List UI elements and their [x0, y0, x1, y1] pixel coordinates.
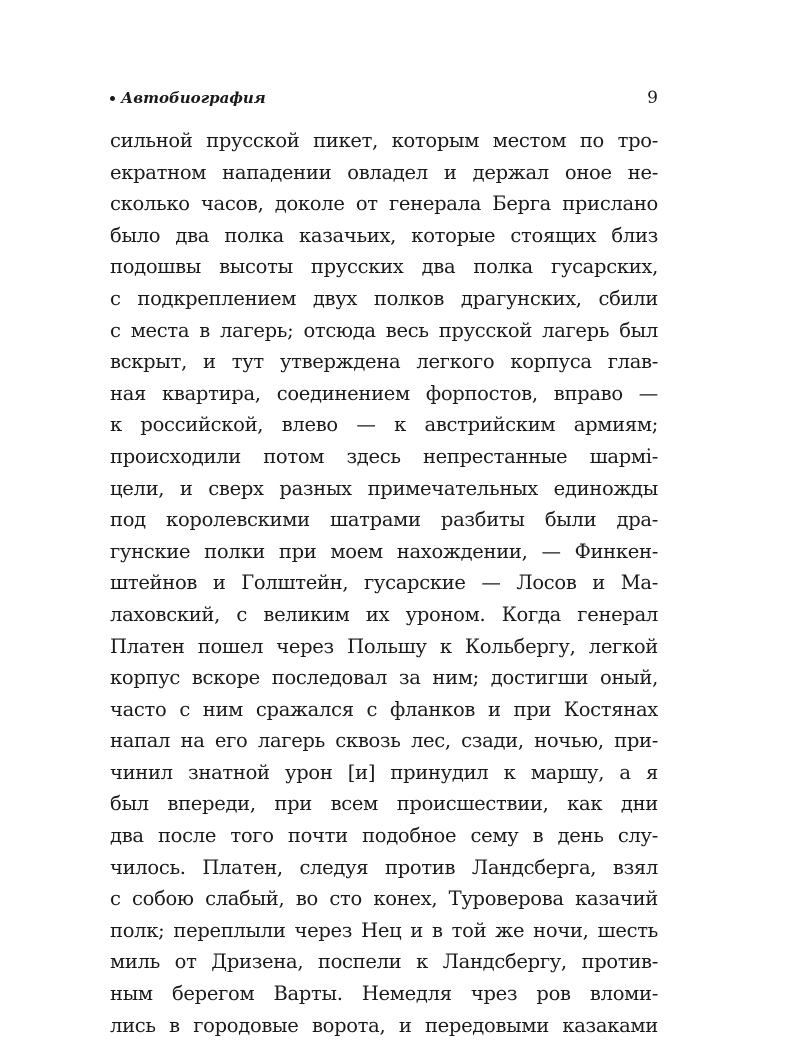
running-title [110, 86, 266, 110]
text-line: с подкреплением двух полков драгунских, сбили [110, 286, 658, 310]
text-line: с места в лагерь; отсюда весь прусской лагерь был [110, 318, 658, 342]
text-line: штейнов и Голштейн, гусарские — Лосов и Ма- [110, 571, 658, 595]
text-line: сколько часов, доколе от генерала Берга прислано [110, 192, 658, 216]
text-line: чилось. Платен, следуя против Ландсберга, взял [110, 855, 658, 879]
text-line: чинил знатной урон [и] принудил к маршу, а я [110, 760, 658, 784]
page-header [110, 86, 658, 110]
text-line: подошвы высоты прусских два полка гусарских, [110, 255, 658, 279]
bullet-icon [110, 96, 115, 101]
text-line: гунские полки при моем нахождении, — Финкен- [110, 539, 658, 563]
text-line: два после того почти подобное сему в день слу- [110, 824, 658, 848]
text-line: Платен пошел через Польшу к Кольбергу, легкой [110, 634, 658, 658]
text-line: ным берегом Варты. Немедля чрез ров вломи- [110, 982, 658, 1006]
text-line: был впереди, при всем происшествии, как дни [110, 792, 658, 816]
text-line: вскрыт, и тут утверждена легкого корпуса глав- [110, 350, 658, 374]
text-line: лись в городовые ворота, и передовыми казаками [110, 1013, 658, 1037]
text-line: происходили потом здесь непрестанные шармі- [110, 444, 658, 468]
text-line: напал на его лагерь сквозь лес, сзади, ночью, при- [110, 729, 658, 753]
text-line: цели, и сверх разных примечательных единожды [110, 476, 658, 500]
text-line: сильной прусской пикет, которым местом по тро- [110, 129, 658, 152]
text-line: под королевскими шатрами разбиты были дра- [110, 508, 658, 532]
text-line: к российской, влево — к австрийским армиям; [110, 413, 658, 437]
running-title-text: Автобиография [121, 89, 266, 107]
body-text [110, 125, 658, 1041]
text-line: с собою слабый, во сто конех, Туроверова казачий [110, 887, 658, 911]
text-line: миль от Дризена, поспели к Ландсбергу, против- [110, 950, 658, 974]
text-line: ная квартира, соединением форпостов, вправо — [110, 381, 658, 405]
text-line: часто с ним сражался с фланков и при Костянах [110, 697, 658, 721]
text-line: было два полка казачьих, которые стоящих близ [110, 223, 658, 247]
text-line: екратном нападении овладел и держал оное не- [110, 160, 658, 184]
page-number: 9 [647, 88, 658, 108]
text-line: полк; переплыли через Нец и в той же ночи, шесть [110, 918, 658, 942]
text-line: корпус вскоре последовал за ним; достигши оный, [110, 666, 658, 690]
text-line: лаховский, с великим их уроном. Когда генерал [110, 602, 658, 626]
